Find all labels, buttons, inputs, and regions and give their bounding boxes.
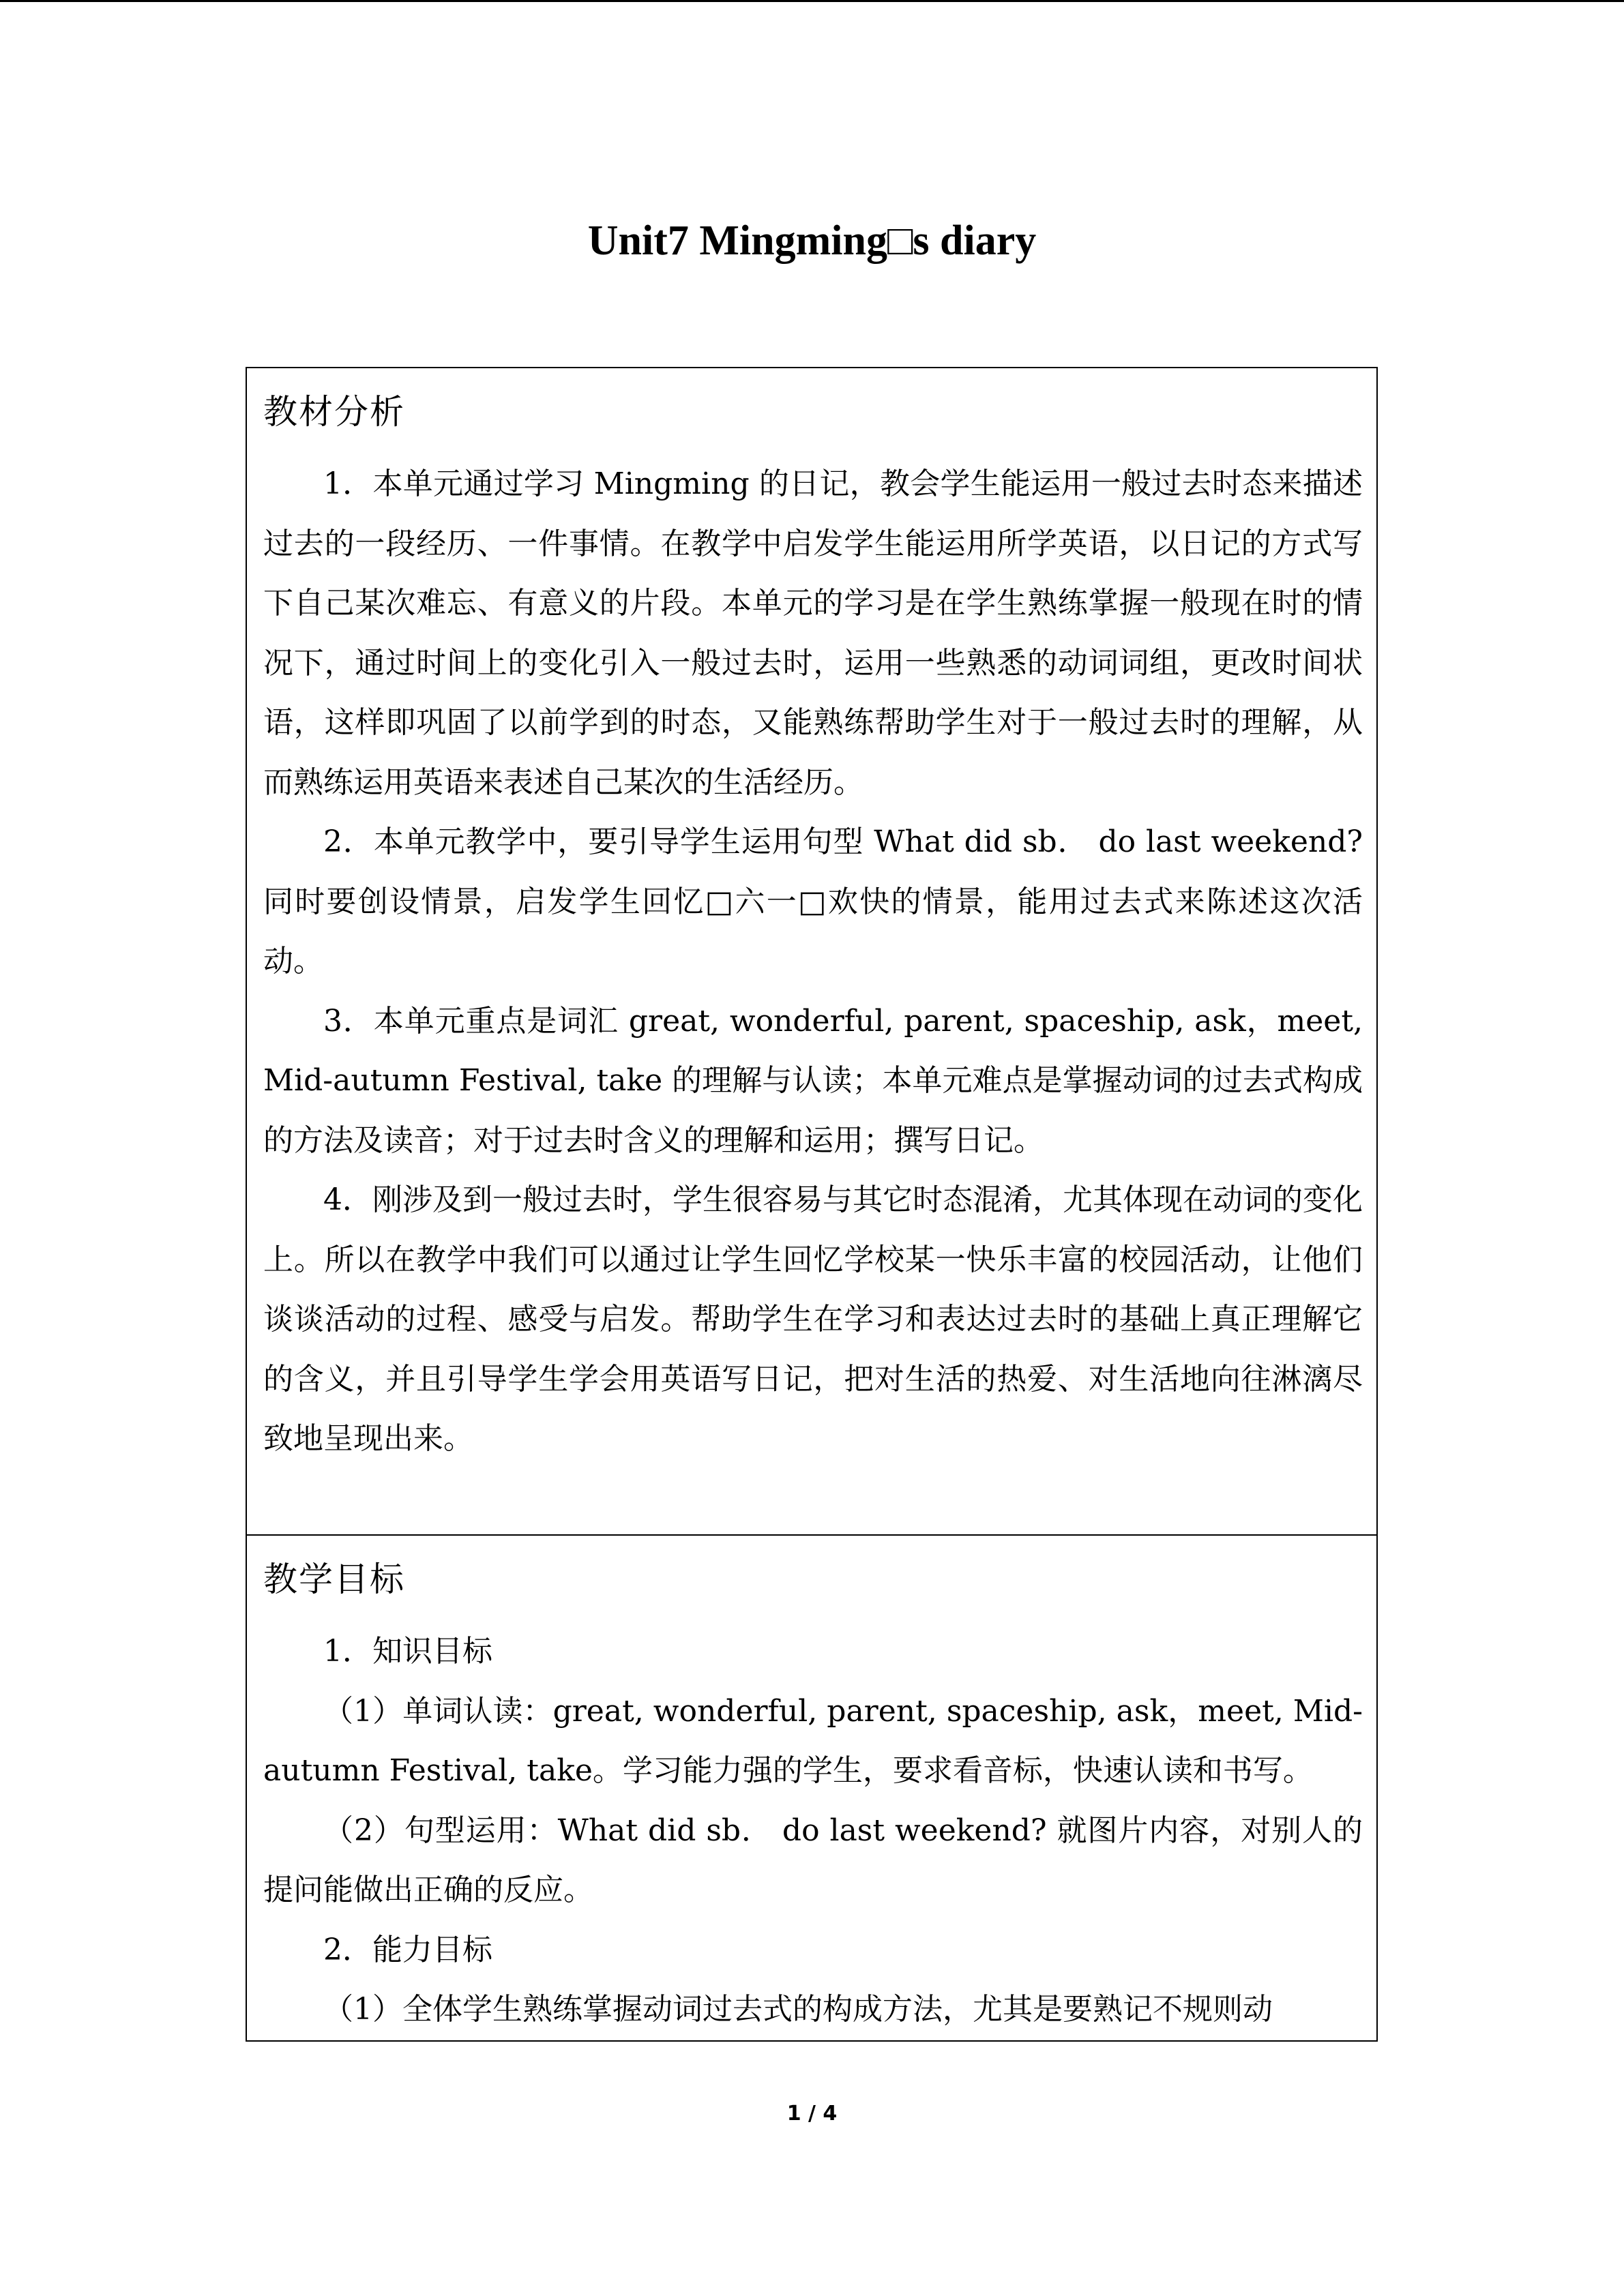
analysis-paragraph-2: 2．本单元教学中，要引导学生运用句型 What did sb． do last weekend? 同时要创设情景，启发学生回忆□六一□欢快的情景，能用过去式来陈述这次活动。 <box>263 824 1363 979</box>
goals-item-verb-past: （1）全体学生熟练掌握动词过去式的构成方法，尤其是要熟记不规则动 <box>323 1992 1273 2027</box>
analysis-section <box>247 368 1376 1536</box>
goals-heading: 教学目标 <box>263 1560 405 1599</box>
goals-item-ability: 2．能力目标 <box>323 1932 492 1967</box>
analysis-paragraph-4: 4．刚涉及到一般过去时，学生很容易与其它时态混淆，尤其体现在动词的变化上。所以在教学中我们可以通过让学生回忆学校某一快乐丰富的校园活动，让他们谈谈活动的过程、感受与启发。帮助学生在学习和表达过去时的基础上真正理解它的含义，并且引导学生学会用英语写日记，把对生活的热爱、对生活地向往淋漓尽致地呈现出来。 <box>263 1182 1363 1456</box>
lesson-table <box>246 367 1378 2042</box>
page-top-border <box>0 0 1624 2</box>
goals-section <box>247 1536 1376 2040</box>
analysis-heading: 教材分析 <box>263 392 405 432</box>
goals-item-knowledge: 1．知识目标 <box>323 1634 492 1669</box>
analysis-paragraph-1: 1．本单元通过学习 Mingming 的日记，教会学生能运用一般过去时态来描述过去的一段经历、一件事情。在教学中启发学生能运用所学英语，以日记的方式写下自己某次难忘、有意义的片段。本单元的学习是在学生熟练掌握一般现在时的情况下，通过时间上的变化引入一般过去时，运用一些熟悉的动词词组，更改时间状语，这样即巩固了以前学到的时态，又能熟练帮助学生对于一般过去时的理解，从而熟练运用英语来表述自己某次的生活经历。 <box>263 466 1363 800</box>
page-number: 1 / 4 <box>786 2102 838 2126</box>
goals-item-sentence: （2）句型运用：What did sb． do last weekend? 就图片内容，对别人的提问能做出正确的反应。 <box>263 1813 1363 1907</box>
goals-item-vocabulary: （1）单词认读：great, wonderful, parent, spaceship, ask，meet, Mid-autumn Festival, take。学习能力强的学生，要求看音标，快速认读和书写。 <box>263 1693 1363 1788</box>
analysis-paragraph-3: 3．本单元重点是词汇 great, wonderful, parent, spaceship, ask，meet, Mid-autumn Festival, take 的理解与认读；本单元难点是掌握动词的过去式构成的方法及读音；对于过去时含义的理解和运用；撰写日记。 <box>263 1003 1363 1158</box>
document-title: Unit7 Mingming□s diary <box>587 218 1037 264</box>
